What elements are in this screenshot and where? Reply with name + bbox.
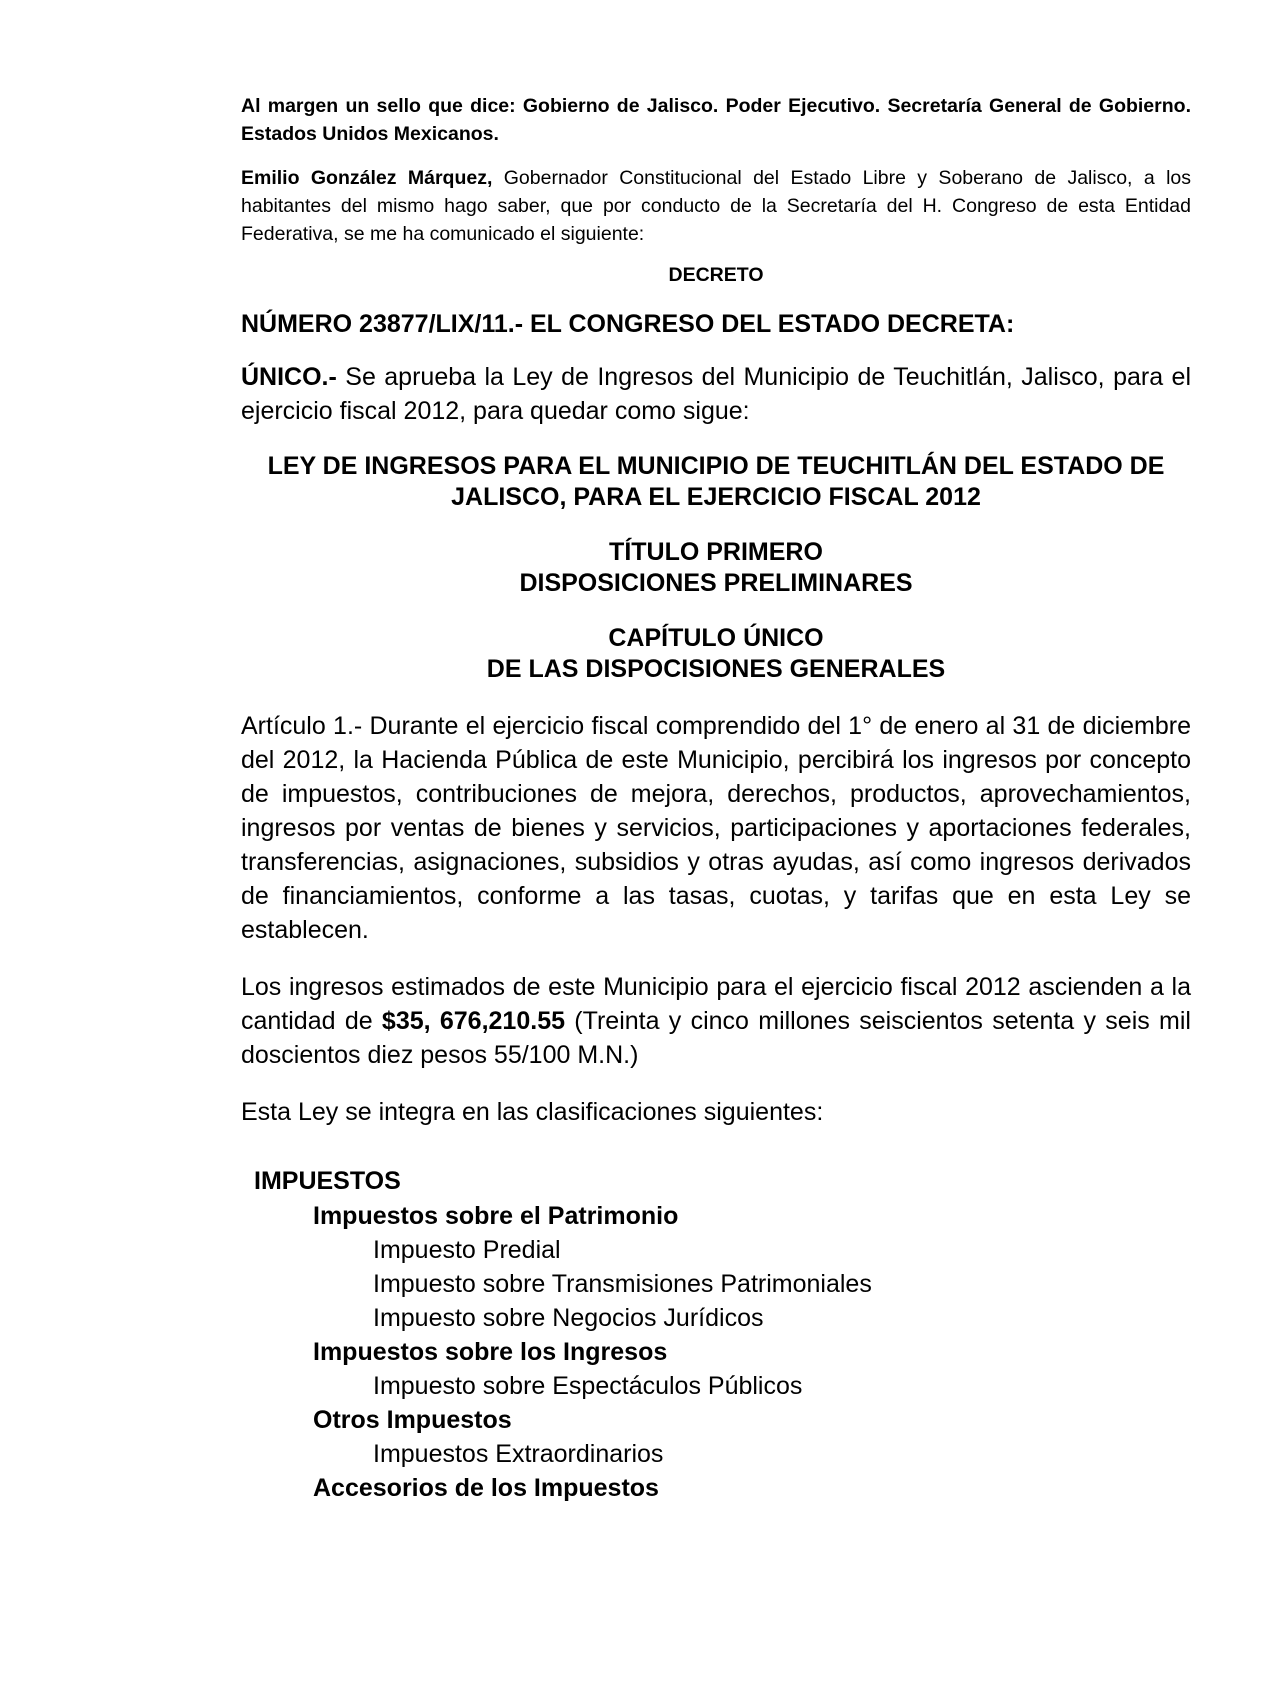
ingresos-amount: $35, 676,210.55 [381, 1007, 565, 1035]
document-page [241, 92, 1191, 1505]
titulo-line-2: DISPOSICIONES PRELIMINARES [519, 569, 913, 597]
ingresos-text-after: (Treinta y cinco millones seiscientos setenta y seis mil doscientos diez pesos 55/100 M.N.) [241, 1007, 1191, 1069]
capitulo-heading [241, 623, 1191, 685]
clasif-patrimonio: Impuestos sobre el Patrimonio [313, 1202, 679, 1230]
seal-margin-note: Al margen un sello que dice: Gobierno de Jalisco. Poder Ejecutivo. Secretaría General de Gobierno. Estados Unidos Mexicanos. [241, 95, 1191, 145]
decreto-label: DECRETO [668, 264, 764, 286]
titulo-heading [241, 537, 1191, 599]
unico-label: ÚNICO.- [241, 363, 337, 391]
clasif-impuestos: IMPUESTOS [254, 1167, 401, 1195]
titulo-line-1: TÍTULO PRIMERO [609, 538, 823, 566]
clasif-extraordinarios: Impuestos Extraordinarios [373, 1440, 664, 1468]
law-title-line-1: LEY DE INGRESOS PARA EL MUNICIPIO DE TEUCHITLÁN DEL ESTADO DE [267, 452, 1165, 480]
law-title [241, 451, 1191, 513]
clasif-predial: Impuesto Predial [373, 1236, 561, 1264]
capitulo-line-2: DE LAS DISPOCISIONES GENERALES [486, 655, 946, 683]
clasif-otros: Otros Impuestos [313, 1406, 512, 1434]
clasif-espectaculos: Impuesto sobre Espectáculos Públicos [373, 1372, 803, 1400]
capitulo-line-1: CAPÍTULO ÚNICO [608, 624, 824, 652]
intro-text: Gobernador Constitucional del Estado Libre y Soberano de Jalisco, a los habitantes del mismo hago saber, que por conducto de la Secretaría del H. Congreso de esta Entidad Federativa, se me ha comunicado el siguiente: [241, 167, 1191, 245]
clasif-sobre-ingresos: Impuestos sobre los Ingresos [313, 1338, 668, 1366]
ingresos-text-before: Los ingresos estimados de este Municipio para el ejercicio fiscal 2012 ascienden a la cantidad de [241, 973, 1191, 1035]
unico-text: Se aprueba la Ley de Ingresos del Municipio de Teuchitlán, Jalisco, para el ejercicio fiscal 2012, para quedar como sigue: [241, 363, 1191, 425]
governor-name: Emilio González Márquez, [241, 167, 493, 189]
clasificaciones-list [241, 1163, 1191, 1505]
clasif-negocios: Impuesto sobre Negocios Jurídicos [373, 1304, 764, 1332]
integra-paragraph: Esta Ley se integra en las clasificaciones siguientes: [241, 1098, 824, 1126]
ingresos-estimados-paragraph [241, 970, 1191, 1072]
clasif-accesorios: Accesorios de los Impuestos [313, 1474, 659, 1502]
law-title-line-2: JALISCO, PARA EL EJERCICIO FISCAL 2012 [451, 483, 981, 511]
decree-number-heading: NÚMERO 23877/LIX/11.- EL CONGRESO DEL ESTADO DECRETA: [241, 310, 1015, 338]
articulo-1-paragraph: Artículo 1.- Durante el ejercicio fiscal comprendido del 1° de enero al 31 de diciembre del 2012, la Hacienda Pública de este Municipio, percibirá los ingresos por concepto de impuestos, contribuciones de mejora, derechos, productos, aprovechamientos, ingresos por ventas de bienes y servicios, participaciones y aportaciones federales, transferencias, asignaciones, subsidios y otras ayudas, así como ingresos derivados de financiamientos, conforme a las tasas, cuotas, y tarifas que en esta Ley se establecen. [241, 712, 1191, 944]
clasif-transmisiones: Impuesto sobre Transmisiones Patrimoniales [373, 1270, 872, 1298]
governor-intro-paragraph [241, 164, 1191, 248]
unico-paragraph [241, 360, 1191, 428]
